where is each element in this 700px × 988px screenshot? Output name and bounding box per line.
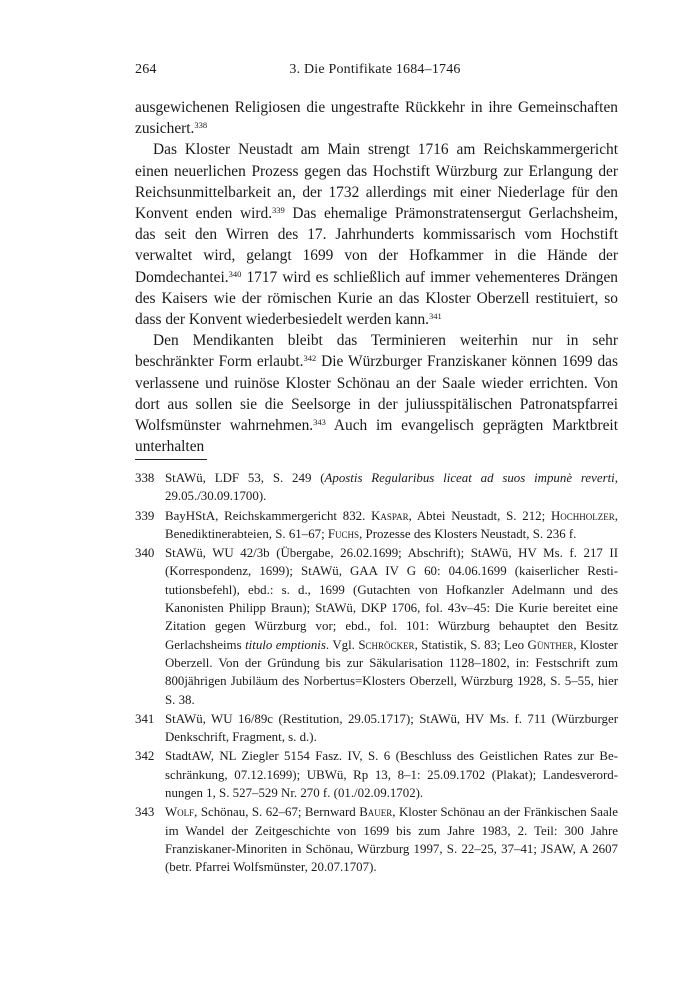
footnote-340 bbox=[135, 544, 618, 709]
paragraph-text: 1717 wird es schließlich auf immer vehementeres Drängen des Kaisers wie der römischen Kurie an das Kloster Oberzell restituiert, so dass der Konvent wiederbesiedelt werden kann. bbox=[135, 268, 618, 329]
author-name: Günther bbox=[527, 637, 574, 652]
footnote-text: , Statistik, S. 83; Leo bbox=[414, 637, 528, 652]
footnote-ref: 339 bbox=[272, 205, 285, 216]
footnote-italic: titulo emptionis bbox=[245, 637, 326, 652]
paragraph-1 bbox=[135, 97, 618, 139]
footnote-text: StAWü, WU 16/89c (Restitution, 29.05.1717); StAWü, HV Ms. f. 711 (Würzburger Denkschrift, Fragment, s. d.). bbox=[165, 711, 618, 745]
footnote-number: 342 bbox=[135, 749, 155, 764]
author-name: Bauer bbox=[359, 805, 393, 820]
paragraph-text: Die Würzburger Franziskaner können 1699 das verlassene und ruinöse Kloster Schönau an der Saale wieder errichten. Von dort aus sollen sie die Seelsorge in der juliusspitälischen Patronatspfarrei Wolfsmünster wahrnehmen. bbox=[135, 353, 618, 435]
footnote-text: StadtAW, NL Ziegler 5154 Fasz. IV, S. 6 (Beschluss des Geistlichen Rates zur Beschränkung, 07.12.1699); UBWü, Rp 13, 8–1: 25.09.1702 (Plakat); Landesverordnungen 1, S. 527–529 Nr. 270 f. (01./02.09.1702). bbox=[165, 749, 618, 801]
author-name: Kaspar bbox=[371, 508, 409, 523]
paragraph-3 bbox=[135, 330, 618, 457]
footnote-text: StAWü, WU 42/3b (Übergabe, 26.02.1699; Abschrift); StAWü, HV Ms. f. 217 II (Korrespondenz, 1699); StAWü, GAA IV G 60: 04.06.1699 (kaiserlicher Restitutionsbefehl), ebd.: s. d., 1699 (Gutachten von Hofkanzler Adelmann und des Kanonisten Philipp Braun); StAWü, DKP 1706, fol. 43v–45: Die Kurie bereitet eine Zitation gegen Würzburg vor; ebd., fol. 101: Würzburg behauptet den Besitz Gerlachsheims bbox=[165, 546, 618, 652]
footnote-ref: 343 bbox=[313, 417, 326, 428]
page-number: 264 bbox=[135, 62, 157, 77]
footnote-text: , Kloster Oberzell. Von der Gründung bis zur Säkularisation 1128–1802, in: Festschrift zum 800jährigen Jubiläum des Norbertus=Klosters Oberzell, Würzburg 1928, S. 5–55, hier S. 38. bbox=[165, 637, 618, 707]
footnote-text: , Prozesse des Klosters Neustadt, S. 236 f. bbox=[359, 526, 577, 541]
footnote-text: , Schönau, S. 62–67; Bernward bbox=[194, 805, 360, 820]
footnote-separator bbox=[135, 459, 207, 460]
footnote-338 bbox=[135, 469, 618, 506]
paragraph-text: Das Kloster Neustadt am Main strengt 1716 am Reichskammergericht einen neuerlichen Prozess gegen das Hochstift Würzburg zur Erlangung der Reichsunmittelbarkeit an, der 1732 allerdings mit einer Niederlage für den Konvent enden wird. bbox=[135, 141, 618, 223]
page-header bbox=[135, 62, 615, 84]
footnote-343 bbox=[135, 803, 618, 876]
author-name: Wolf bbox=[165, 805, 195, 820]
footnote-ref: 342 bbox=[303, 353, 317, 364]
footnote-text: , 29.05./30.09.1700). bbox=[165, 471, 618, 504]
footnote-number: 338 bbox=[135, 471, 155, 485]
footnote-ref: 338 bbox=[194, 120, 208, 131]
footnote-ref: 340 bbox=[228, 268, 242, 279]
footnote-text: . Vgl. bbox=[325, 637, 359, 652]
footnote-text: , Benediktinerabteien, S. 61–67; bbox=[165, 508, 618, 541]
paragraph-text: ausgewichenen Religiosen die ungestrafte Rückkehr in ihre Gemeinschaften zusichert. bbox=[135, 99, 618, 138]
footnote-number: 343 bbox=[135, 805, 155, 820]
footnote-ref: 341 bbox=[429, 311, 442, 322]
footnote-text: , Abtei Neustadt, S. 212; bbox=[408, 508, 551, 523]
author-name: Hochholzer bbox=[550, 508, 615, 523]
footnote-341 bbox=[135, 710, 618, 747]
footnote-text: BayHStA, Reichskammergericht 832. bbox=[165, 508, 372, 523]
footnote-number: 340 bbox=[135, 546, 155, 561]
paragraph-text: Das ehemalige Prämonstratensergut Gerlachsheim, das seit den Wirren des 17. Jahrhunderts kommissarisch vom Hochstift verwaltet wird, gelangt 1699 von der Hofkammer in die Hände der Domdechantei. bbox=[135, 205, 618, 286]
footnote-342 bbox=[135, 747, 618, 802]
footnote-text: , Kloster Schönau an der Fränkischen Saale im Wandel der Zeitgeschichte von 1699 bis zum Jahre 1983, 2. Teil: 300 Jahre Franziskaner-Minoriten in Schönau, Würzburg 1997, S. 22–25, 37–41; JSAW, A 2607 (betr. Pfarrei Wolfsmünster, 20.07.1707). bbox=[165, 805, 618, 875]
paragraph-text: Auch im evangelisch geprägten Marktbreit unterhalten bbox=[135, 417, 618, 456]
footnotes bbox=[135, 469, 618, 878]
running-title: 3. Die Pontifikate 1684–1746 bbox=[289, 62, 461, 77]
footnote-339 bbox=[135, 507, 618, 544]
author-name: Schröcker bbox=[358, 637, 415, 652]
main-text bbox=[135, 97, 618, 457]
footnote-text: StAWü, LDF 53, S. 249 ( bbox=[165, 471, 325, 485]
author-name: Fuchs bbox=[327, 526, 360, 541]
paragraph-text: Den Mendikanten bleibt das Terminieren weiterhin nur in sehr beschränkter Form erlaubt. bbox=[135, 332, 618, 371]
paragraph-2 bbox=[135, 139, 618, 330]
footnote-italic: Apostis Regularibus liceat ad suos impunè reverti bbox=[324, 471, 615, 485]
footnote-number: 341 bbox=[135, 711, 155, 726]
footnote-number: 339 bbox=[135, 508, 155, 523]
